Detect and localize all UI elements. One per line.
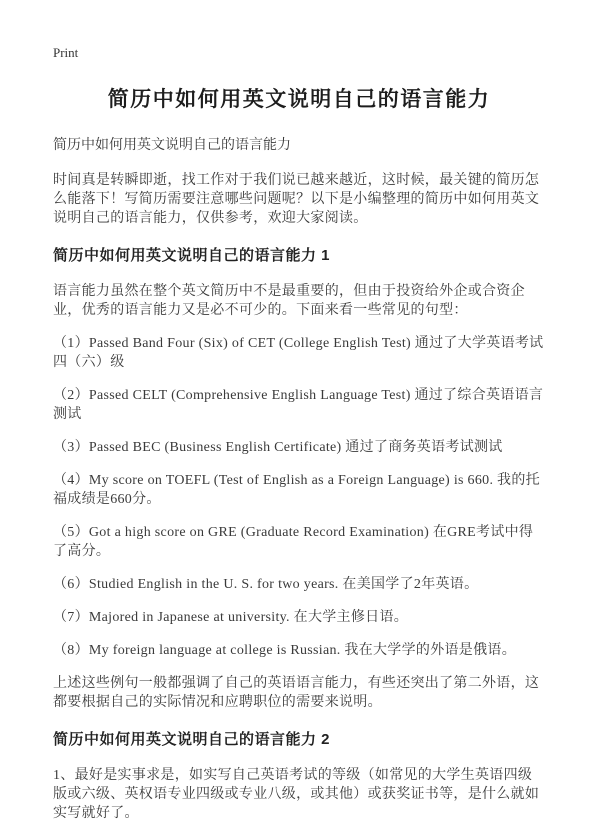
section-1-summary-paragraph: 上述这些例句一般都强调了自己的英语语言能力，有些还突出了第二外语，这都要根据自己的实际情况和应聘职位的需要来说明。 — [53, 676, 540, 710]
example-item-5: （5）Got a high score on GRE (Graduate Record Examination) 在GRE考试中得了高分。 — [53, 525, 534, 559]
example-item-2: （2）Passed CELT (Comprehensive English Language Test) 通过了综合英语语言测试 — [53, 388, 544, 422]
example-item-3: （3）Passed BEC (Business English Certificate) 通过了商务英语考试测试 — [53, 440, 503, 455]
section-1-heading: 简历中如何用英文说明自己的语言能力 1 — [53, 247, 331, 264]
example-item-4: （4）My score on TOEFL (Test of English as a Foreign Language) is 660. 我的托福成绩是660分。 — [53, 473, 540, 507]
section-2-paragraph: 1、最好是实事求是，如实写自己英语考试的等级（如常见的大学生英语四级版或六级、英权语专业四级或专业八级，或其他）或获奖证书等，是什么就如实写就好了。 — [53, 768, 540, 821]
example-item-8: （8）My foreign language at college is Russian. 我在大学学的外语是俄语。 — [53, 643, 517, 658]
example-item-7: （7）Majored in Japanese at university. 在大学主修日语。 — [53, 610, 409, 625]
example-item-6: （6）Studied English in the U. S. for two years. 在美国学了2年英语。 — [53, 577, 479, 592]
intro-paragraph: 时间真是转瞬即逝，找工作对于我们说已越来越近，这时候，最关键的简历怎么能落下！写简历需要注意哪些问题呢？以下是小编整理的简历中如何用英文说明自己的语言能力，仅供参考，欢迎大家阅读。 — [53, 173, 540, 226]
section-1-lead-paragraph: 语言能力虽然在整个英文简历中不是最重要的，但由于投资给外企或合资企业，优秀的语言能力又是必不可少的。下面来看一些常见的句型： — [53, 284, 525, 318]
article-subtitle: 简历中如何用英文说明自己的语言能力 — [53, 136, 291, 152]
example-item-1: （1）Passed Band Four (Six) of CET (College English Test) 通过了大学英语考试四（六）级 — [53, 336, 544, 370]
section-2-heading: 简历中如何用英文说明自己的语言能力 2 — [53, 731, 331, 748]
print-link[interactable]: Print — [53, 45, 79, 60]
article-title: 简历中如何用英文说明自己的语言能力 — [107, 88, 491, 111]
